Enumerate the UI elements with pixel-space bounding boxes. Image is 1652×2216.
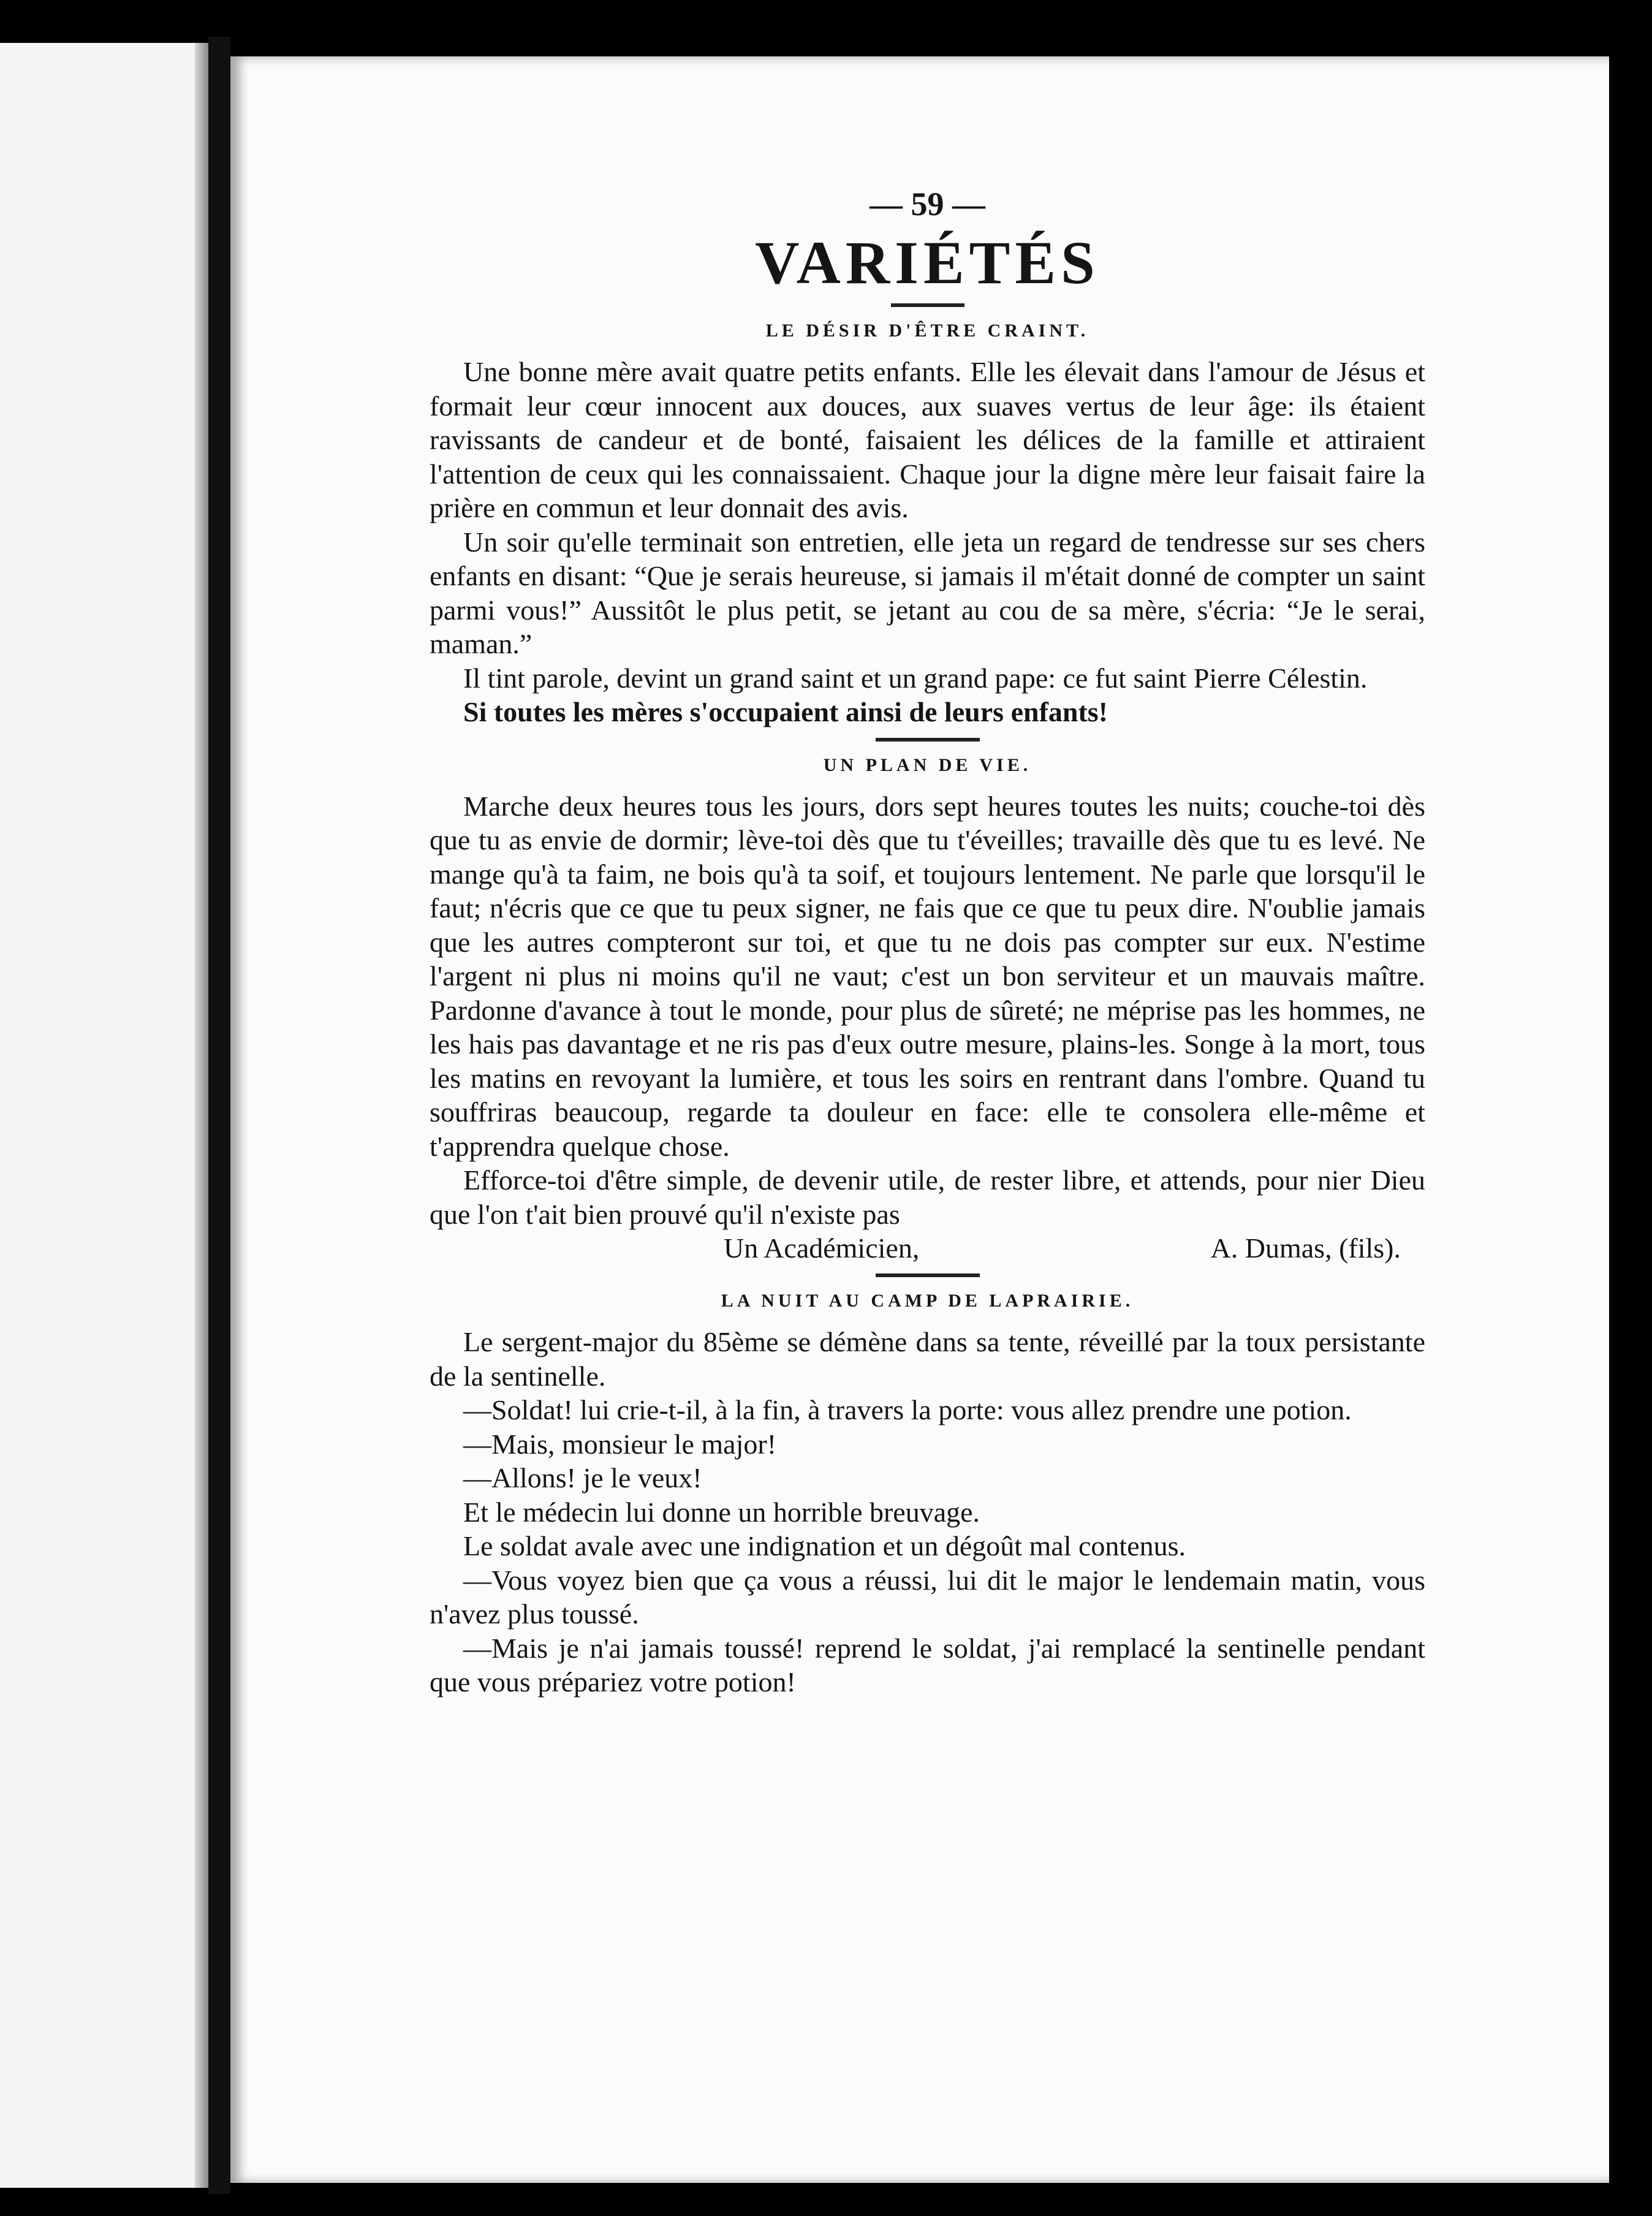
article: [430, 321, 1425, 729]
article: [430, 1291, 1425, 1699]
paragraph: —Vous voyez bien que ça vous a réussi, lui dit le major le lendemain matin, vous n'avez plus toussé.: [430, 1564, 1425, 1630]
paragraph: —Mais je n'ai jamais toussé! reprend le soldat, j'ai remplacé la sentinelle pendant que vous prépariez votre potion!: [430, 1632, 1425, 1698]
signature: [430, 1231, 1425, 1265]
left-page-edge: [0, 43, 208, 2188]
divider: [891, 303, 964, 307]
article-title: UN PLAN DE VIE.: [823, 754, 1032, 775]
paragraph: Une bonne mère avait quatre petits enfants. Elle les élevait dans l'amour de Jésus et formait leur cœur innocent aux douces, aux suaves vertus de leur âge: ils étaient ravissants de candeur et de bonté, faisaient les délices de la famille et attiraient l'attention de ceux qui les connaissaient. Chaque jour la digne mère leur faisait faire la prière en commun et leur donnait des avis.: [430, 356, 1425, 523]
article-title: LA NUIT AU CAMP DE LAPRAIRIE.: [721, 1291, 1134, 1311]
paragraph: —Soldat! lui crie-t-il, à la fin, à travers la porte: vous allez prendre une potion.: [463, 1394, 1352, 1425]
divider: [876, 738, 980, 742]
paragraph: Si toutes les mères s'occupaient ainsi de leurs enfants!: [463, 696, 1108, 727]
page-content: [430, 185, 1425, 1699]
page-number: — 59 —: [870, 186, 985, 222]
book-page: [230, 56, 1609, 2183]
paragraph: Et le médecin lui donne un horrible breuvage.: [463, 1496, 980, 1528]
paragraph: Efforce-toi d'être simple, de devenir utile, de rester libre, et attends, pour nier Dieu que l'on t'ait bien prouvé qu'il n'existe pas: [430, 1164, 1425, 1230]
paragraph: Le soldat avale avec une indignation et un dégoût mal contenus.: [463, 1530, 1186, 1561]
signature-author: A. Dumas, (fils).: [1210, 1232, 1401, 1264]
section-title: VARIÉTÉS: [755, 229, 1100, 297]
article: [430, 755, 1425, 1265]
signature-title: Un Académicien,: [724, 1232, 920, 1264]
divider: [876, 1273, 980, 1277]
paragraph: Le sergent-major du 85ème se démène dans sa tente, réveillé par la toux persistante de la sentinelle.: [430, 1326, 1425, 1392]
paragraph: Marche deux heures tous les jours, dors sept heures toutes les nuits; couche-toi dès que tu as envie de dormir; lève-toi dès que tu t'éveilles; travaille dès que tu es levé. Ne mange qu'à ta faim, ne bois qu'à ta soif, et toujours lentement. Ne parle que lorsqu'il le faut; n'écris que ce que tu peux signer, ne fais que ce que tu peux dire. N'oublie jamais que les autres compteront sur toi, et que tu ne dois pas compter sur eux. N'estime l'argent ni plus ni moins qu'il ne vaut; c'est un bon serviteur et un mauvais maître. Pardonne d'avance à tout le monde, pour plus de sûreté; ne méprise pas les hommes, ne les hais pas davantage et ne ris pas d'eux outre mesure, plains-les. Songe à la mort, tous les matins en revoyant la lumière, et tous les soirs en rentrant dans l'ombre. Quand tu souffriras beaucoup, regarde ta douleur en face: elle te consolera elle-même et t'apprendra quelque chose.: [430, 790, 1425, 1162]
paragraph: Un soir qu'elle terminait son entretien, elle jeta un regard de tendresse sur ses chers enfants en disant: “Que je serais heureuse, si jamais il m'était donné de compter un saint parmi vous!” Aussitôt le plus petit, se jetant au cou de sa mère, s'écria: “Je le serai, maman.”: [430, 526, 1425, 659]
paragraph: Il tint parole, devint un grand saint et un grand pape: ce fut saint Pierre Célestin.: [463, 662, 1368, 694]
article-title: LE DÉSIR D'ÊTRE CRAINT.: [765, 321, 1089, 341]
paragraph: —Mais, monsieur le major!: [463, 1428, 777, 1460]
book-gutter: [208, 37, 230, 2194]
paragraph: —Allons! je le veux!: [463, 1462, 702, 1493]
